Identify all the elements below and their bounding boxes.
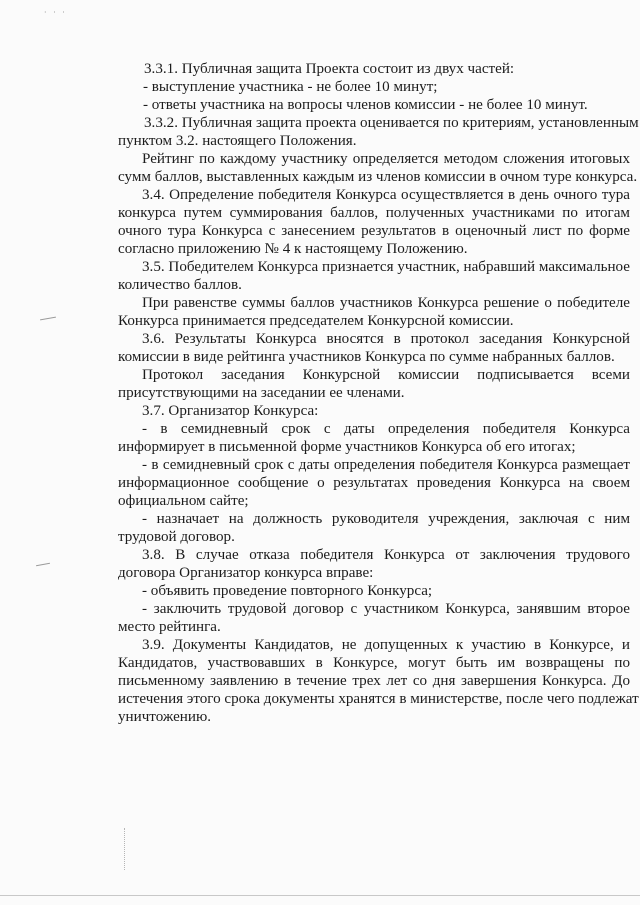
text-line: 3.5. Победителем Конкурса признается участник, набравший максимальное	[142, 259, 630, 275]
text-line: 3.6. Результаты Конкурса вносятся в протокол заседания Конкурсной	[142, 331, 630, 347]
text-line: количество баллов.	[118, 277, 242, 293]
text-line: письменному заявлению в течение трех лет со дня завершения Конкурса. До	[118, 673, 630, 689]
text-line: 3.8. В случае отказа победителя Конкурса от заключения трудового	[142, 547, 630, 563]
text-line: - в семидневный срок с даты определения победителя Конкурса размещает	[142, 457, 630, 473]
text-line: Кандидатов, участвовавших в Конкурсе, могут быть им возвращены по	[118, 655, 630, 671]
text-line: конкурса путем суммирования баллов, полученных участниками по итогам	[118, 205, 630, 221]
text-line: комиссии в виде рейтинга участников Конкурса по сумме набранных баллов.	[118, 349, 615, 365]
text-line: место рейтинга.	[118, 619, 221, 635]
text-line: 3.9. Документы Кандидатов, не допущенных к участию в Конкурсе, и	[142, 637, 630, 653]
text-line: сумм баллов, выставленных каждым из членов комиссии в очном туре конкурса.	[118, 169, 638, 185]
text-line: уничтожению.	[118, 709, 211, 725]
text-line: 3.7. Организатор Конкурса:	[142, 403, 319, 419]
text-line: информирует в письменной форме участников Конкурса об его итогах;	[118, 439, 576, 455]
text-line: очного тура Конкурса с занесением результатов в оценочный лист по форме	[118, 223, 630, 239]
page-edge-line	[0, 895, 640, 896]
text-line: официальном сайте;	[118, 493, 249, 509]
text-line: Конкурса принимается председателем Конкурсной комиссии.	[118, 313, 514, 329]
text-line: При равенстве суммы баллов участников Конкурса решение о победителе	[142, 295, 630, 311]
text-line: - назначает на должность руководителя учреждения, заключая с ним	[142, 511, 630, 527]
text-line: 3.4. Определение победителя Конкурса осуществляется в день очного тура	[142, 187, 630, 203]
text-line: - в семидневный срок с даты определения победителя Конкурса	[142, 421, 630, 437]
scan-marks: · · ·	[44, 8, 67, 17]
text-line: трудовой договор.	[118, 529, 235, 545]
text-line: согласно приложению № 4 к настоящему Положению.	[118, 241, 468, 257]
text-line: присутствующими на заседании ее членами.	[118, 385, 405, 401]
text-line: истечения этого срока документы хранятся в министерстве, после чего подлежат	[118, 691, 639, 707]
text-line: - заключить трудовой договор с участником Конкурса, занявшим второе	[142, 601, 630, 617]
text-line: 3.3.2. Публичная защита проекта оценивается по критериям, установленным	[144, 115, 639, 131]
scan-smudge	[36, 563, 50, 566]
text-line: - выступление участника - не более 10 минут;	[143, 79, 438, 95]
text-line: Протокол заседания Конкурсной комиссии подписывается всеми	[142, 367, 630, 383]
document-text	[118, 60, 639, 726]
scan-dots	[124, 828, 126, 870]
scan-smudge	[40, 317, 56, 321]
text-line: информационное сообщение о результатах проведения Конкурса на своем	[118, 475, 630, 491]
text-line: - объявить проведение повторного Конкурса;	[142, 583, 433, 599]
text-line: договора Организатор конкурса вправе:	[118, 565, 374, 581]
text-line: пунктом 3.2. настоящего Положения.	[118, 133, 357, 149]
text-line: 3.3.1. Публичная защита Проекта состоит из двух частей:	[144, 61, 515, 77]
text-line: Рейтинг по каждому участнику определяется методом сложения итоговых	[142, 151, 630, 167]
text-line: - ответы участника на вопросы членов комиссии - не более 10 минут.	[143, 97, 588, 113]
